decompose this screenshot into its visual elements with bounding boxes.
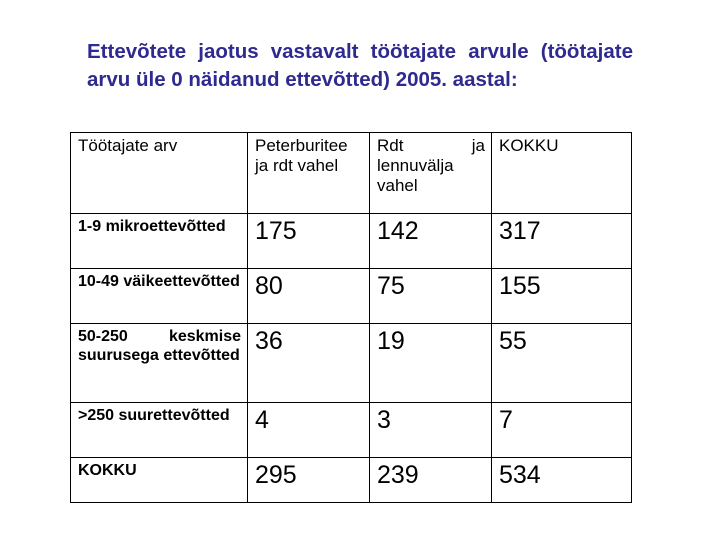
- cell-value: 175: [248, 214, 370, 269]
- cell-value: 155: [492, 269, 632, 324]
- header-airport-rest: lennuvälja vahel: [377, 156, 454, 195]
- row-label-range: 50-250: [78, 328, 128, 345]
- cell-value: 3: [370, 403, 492, 458]
- header-total: KOKKU: [492, 133, 632, 214]
- cell-value: 317: [492, 214, 632, 269]
- slide-title: Ettevõtete jaotus vastavalt töötajate arvule (töötajate arvu üle 0 näidanud ettevõtted) 2005. aastal:: [87, 40, 633, 91]
- table-row: [71, 403, 632, 458]
- cell-value: 75: [370, 269, 492, 324]
- cell-value: 55: [492, 324, 632, 403]
- row-label: >250 suurettevõtted: [71, 403, 248, 458]
- enterprise-distribution-table: [70, 132, 632, 503]
- header-rdt-airport: [370, 133, 492, 214]
- cell-value: 19: [370, 324, 492, 403]
- cell-value: 239: [370, 458, 492, 503]
- table-row: [71, 214, 632, 269]
- header-rdt-word: Rdt: [377, 136, 404, 155]
- table-row: [71, 269, 632, 324]
- row-label-word: keskmise: [168, 328, 241, 345]
- row-label-rest: suurusega ettevõtted: [78, 347, 240, 364]
- row-label: 10-49 väikeettevõtted: [71, 269, 248, 324]
- cell-value: 80: [248, 269, 370, 324]
- header-peterburitee: Peterburitee ja rdt vahel: [248, 133, 370, 214]
- cell-value: 7: [492, 403, 632, 458]
- cell-value: 142: [370, 214, 492, 269]
- cell-value: 4: [248, 403, 370, 458]
- table-header-row: [71, 133, 632, 214]
- table-row-total: [71, 458, 632, 503]
- header-ja-word: ja: [471, 136, 485, 155]
- table-row: [71, 324, 632, 403]
- row-label: [71, 324, 248, 403]
- cell-value: 295: [248, 458, 370, 503]
- cell-value: 534: [492, 458, 632, 503]
- row-label: KOKKU: [71, 458, 248, 503]
- row-label: 1-9 mikroettevõtted: [71, 214, 248, 269]
- cell-value: 36: [248, 324, 370, 403]
- header-employee-count: Töötajate arv: [71, 133, 248, 214]
